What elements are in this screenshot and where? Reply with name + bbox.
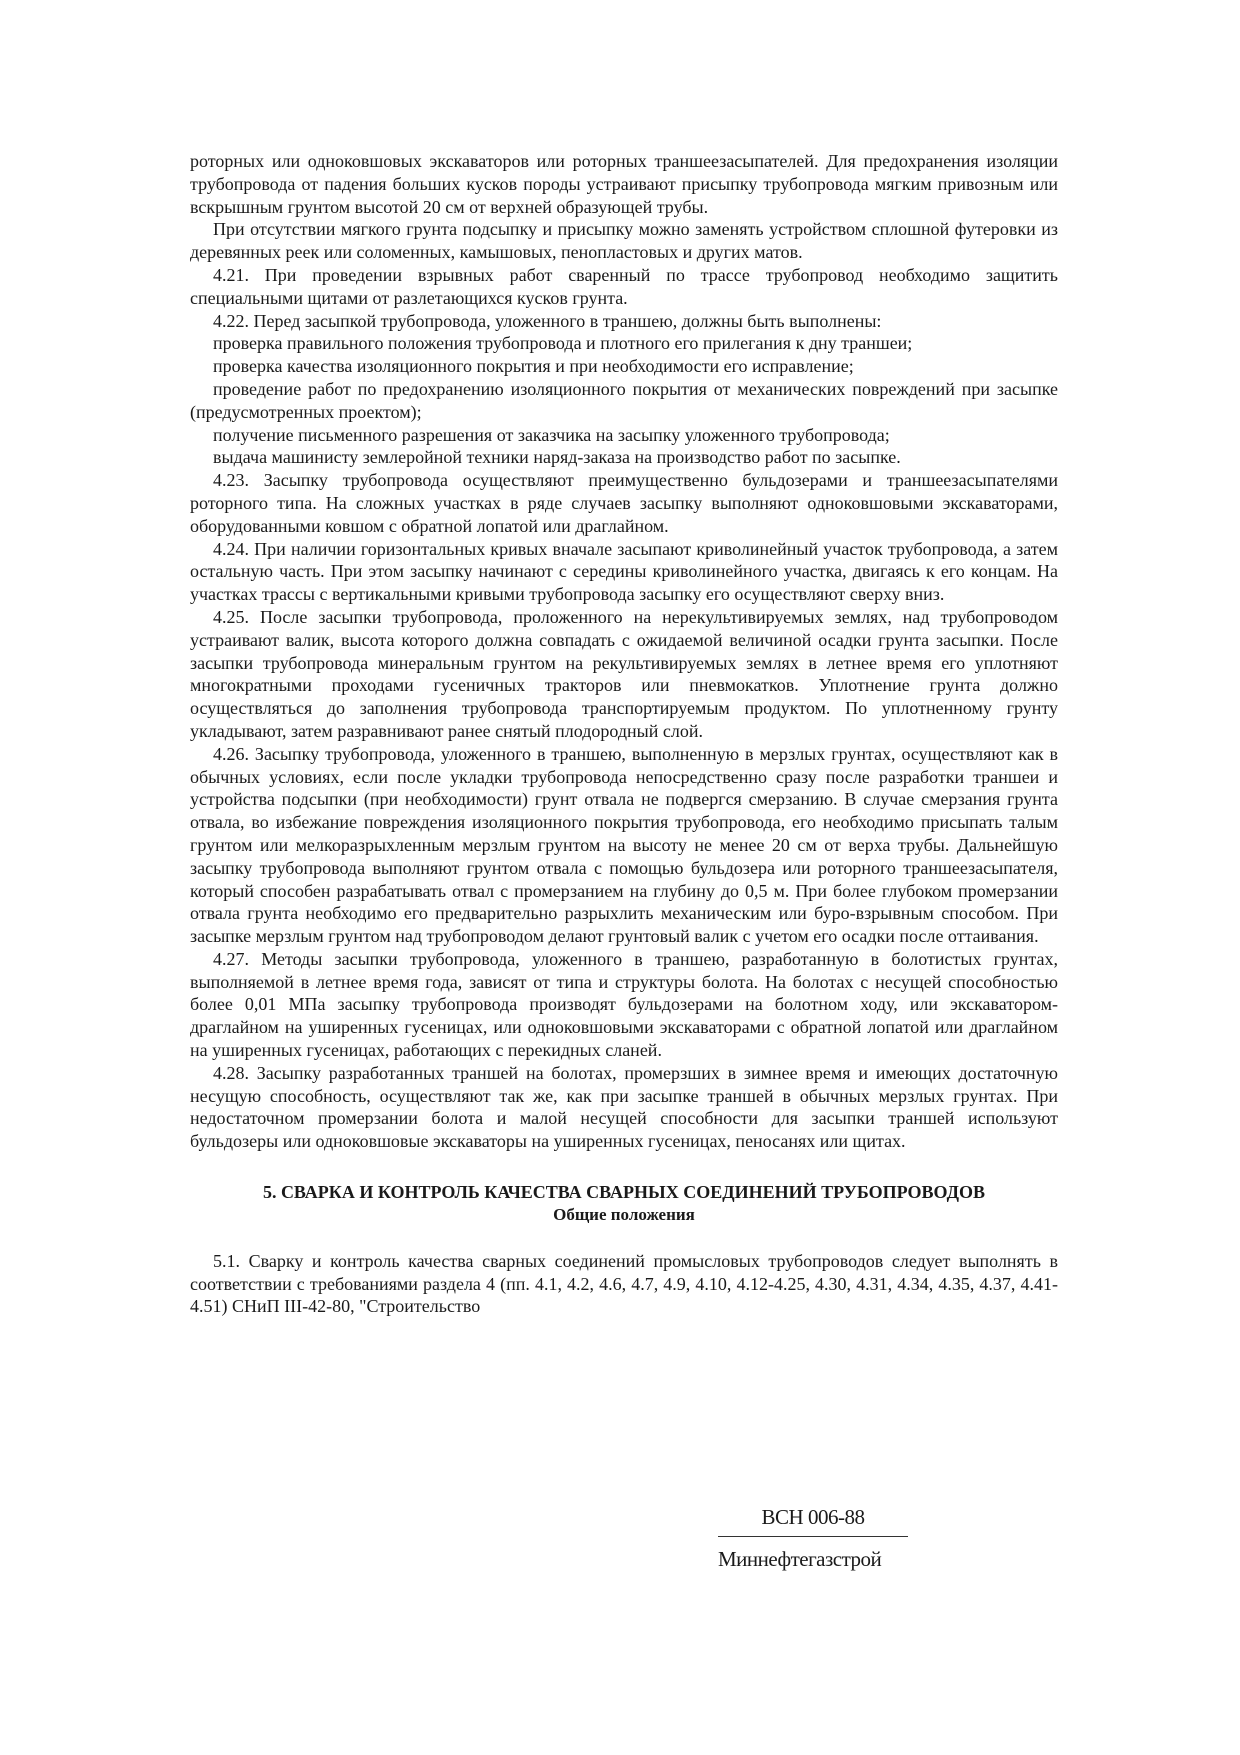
paragraph: 4.27. Методы засыпки трубопровода, уложенного в траншею, разработанную в болотистых грунтах, выполняемой в летнее время года, зависят от типа и структуры болота. На болотах с несущей способностью более 0,01 МПа засыпку трубопровода производят бульдозерами на болотном ходу, или экскаватором-драглайном на уширенных гусеницах, или одноковшовыми экскаваторами с обратной лопатой или драглайном на уширенных гусеницах, работающих с перекидных сланей. xyxy=(190,948,1058,1061)
paragraph: получение письменного разрешения от заказчика на засыпку уложенного трубопровода; xyxy=(213,424,890,445)
paragraph: 4.28. Засыпку разработанных траншей на болотах, промерзших в зимнее время и имеющих достаточную несущую способность, осуществляют так же, как при засыпке траншей в обычных мерзлых грунтах. При недостаточном промерзании болота и малой несущей способности для засыпки траншей используют бульдозеры или одноковшовые экскаваторы на уширенных гусеницах, пеносанях или щитах. xyxy=(190,1062,1058,1152)
body-text-bottom xyxy=(190,1250,1058,1318)
body-text-top xyxy=(190,150,1058,1153)
paragraph: проверка качества изоляционного покрытия и при необходимости его исправление; xyxy=(213,356,854,377)
paragraph: 4.22. Перед засыпкой трубопровода, уложенного в траншею, должны быть выполнены: xyxy=(213,310,882,331)
paragraph: роторных или одноковшовых экскаваторов или роторных траншеезасыпателей. Для предохранения изоляции трубопровода от падения больших кусков породы устраивают присыпку трубопровода мягким привозным или вскрышным грунтом высотой 20 см от верхней образующей трубы. xyxy=(190,151,1058,217)
paragraph: При отсутствии мягкого грунта подсыпку и присыпку можно заменять устройством сплошной футеровки из деревянных реек или соломенных, камышовых, пенопластовых и других матов. xyxy=(190,219,1058,263)
reference-fraction xyxy=(718,1505,908,1572)
section-subheading: Общие положения xyxy=(553,1204,695,1224)
section-heading: 5. СВАРКА И КОНТРОЛЬ КАЧЕСТВА СВАРНЫХ СОЕДИНЕНИЙ ТРУБОПРОВОДОВ xyxy=(262,1182,986,1203)
paragraph: 4.25. После засыпки трубопровода, проложенного на нерекультивируемых землях, над трубопроводом устраивают валик, высота которого должна совпадать с ожидаемой величиной осадки грунта засыпки. После засыпки трубопровода минеральным грунтом на рекультивируемых землях в летнее время его уплотняют многократными проходами гусеничных тракторов или пневмокатков. Уплотнение грунта должно осуществляться до заполнения трубопровода транспортируемым продуктом. По уплотненному грунту укладывают, затем разравнивают ранее снятый плодородный слой. xyxy=(190,606,1058,741)
fraction-numerator: ВСН 006-88 xyxy=(718,1505,908,1537)
document-page xyxy=(190,150,1058,1318)
paragraph: 4.21. При проведении взрывных работ сваренный по трассе трубопровод необходимо защитить специальными щитами от разлетающихся кусков грунта. xyxy=(190,264,1058,308)
paragraph: 4.23. Засыпку трубопровода осуществляют преимущественно бульдозерами и траншеезасыпателями роторного типа. На сложных участках в ряде случаев засыпку выполняют одноковшовыми экскаваторами, оборудованными ковшом с обратной лопатой или драглайном. xyxy=(190,470,1058,536)
paragraph: 4.26. Засыпку трубопровода, уложенного в траншею, выполненную в мерзлых грунтах, осуществляют как в обычных условиях, если после укладки трубопровода непосредственно сразу после разработки траншеи и устройства подсыпки (при необходимости) грунт отвала не подвергся смерзанию. В случае смерзания грунта отвала, во избежание повреждения изоляционного покрытия трубопровода, его необходимо присыпать талым грунтом или мелкоразрыхленным мерзлым грунтом на высоту не менее 20 см от верха трубы. Дальнейшую засыпку трубопровода выполняют грунтом отвала с помощью бульдозера или роторного траншеезасыпателя, который способен разрабатывать отвал с промерзанием на глубину до 0,5 м. При более глубоком промерзании отвала грунта необходимо его предварительно разрыхлить механическим или буро-взрывным способом. При засыпке мерзлым грунтом над трубопроводом делают грунтовый валик с учетом его осадки после оттаивания. xyxy=(190,743,1058,947)
paragraph: проведение работ по предохранению изоляционного покрытия от механических повреждений при засыпке (предусмотренных проектом); xyxy=(190,378,1058,422)
paragraph: проверка правильного положения трубопровода и плотного его прилегания к дну траншеи; xyxy=(213,333,913,354)
paragraph: выдача машинисту землеройной техники наряд-заказа на производство работ по засыпке. xyxy=(213,447,901,468)
fraction-denominator: Миннефтегазстрой xyxy=(718,1547,882,1571)
paragraph: 4.24. При наличии горизонтальных кривых вначале засыпают криволинейный участок трубопровода, а затем остальную часть. При этом засыпку начинают с середины криволинейного участка, двигаясь к его концам. На участках трассы с вертикальными кривыми трубопровода засыпку его осуществляют сверху вниз. xyxy=(190,538,1058,605)
paragraph: 5.1. Сварку и контроль качества сварных соединений промысловых трубопроводов следует выполнять в соответствии с требованиями раздела 4 (пп. 4.1, 4.2, 4.6, 4.7, 4.9, 4.10, 4.12-4.25, 4.30, 4.31, 4.34, 4.35, 4.37, 4.41-4.51) СНиП III-42-80, "Строительство xyxy=(190,1250,1058,1317)
